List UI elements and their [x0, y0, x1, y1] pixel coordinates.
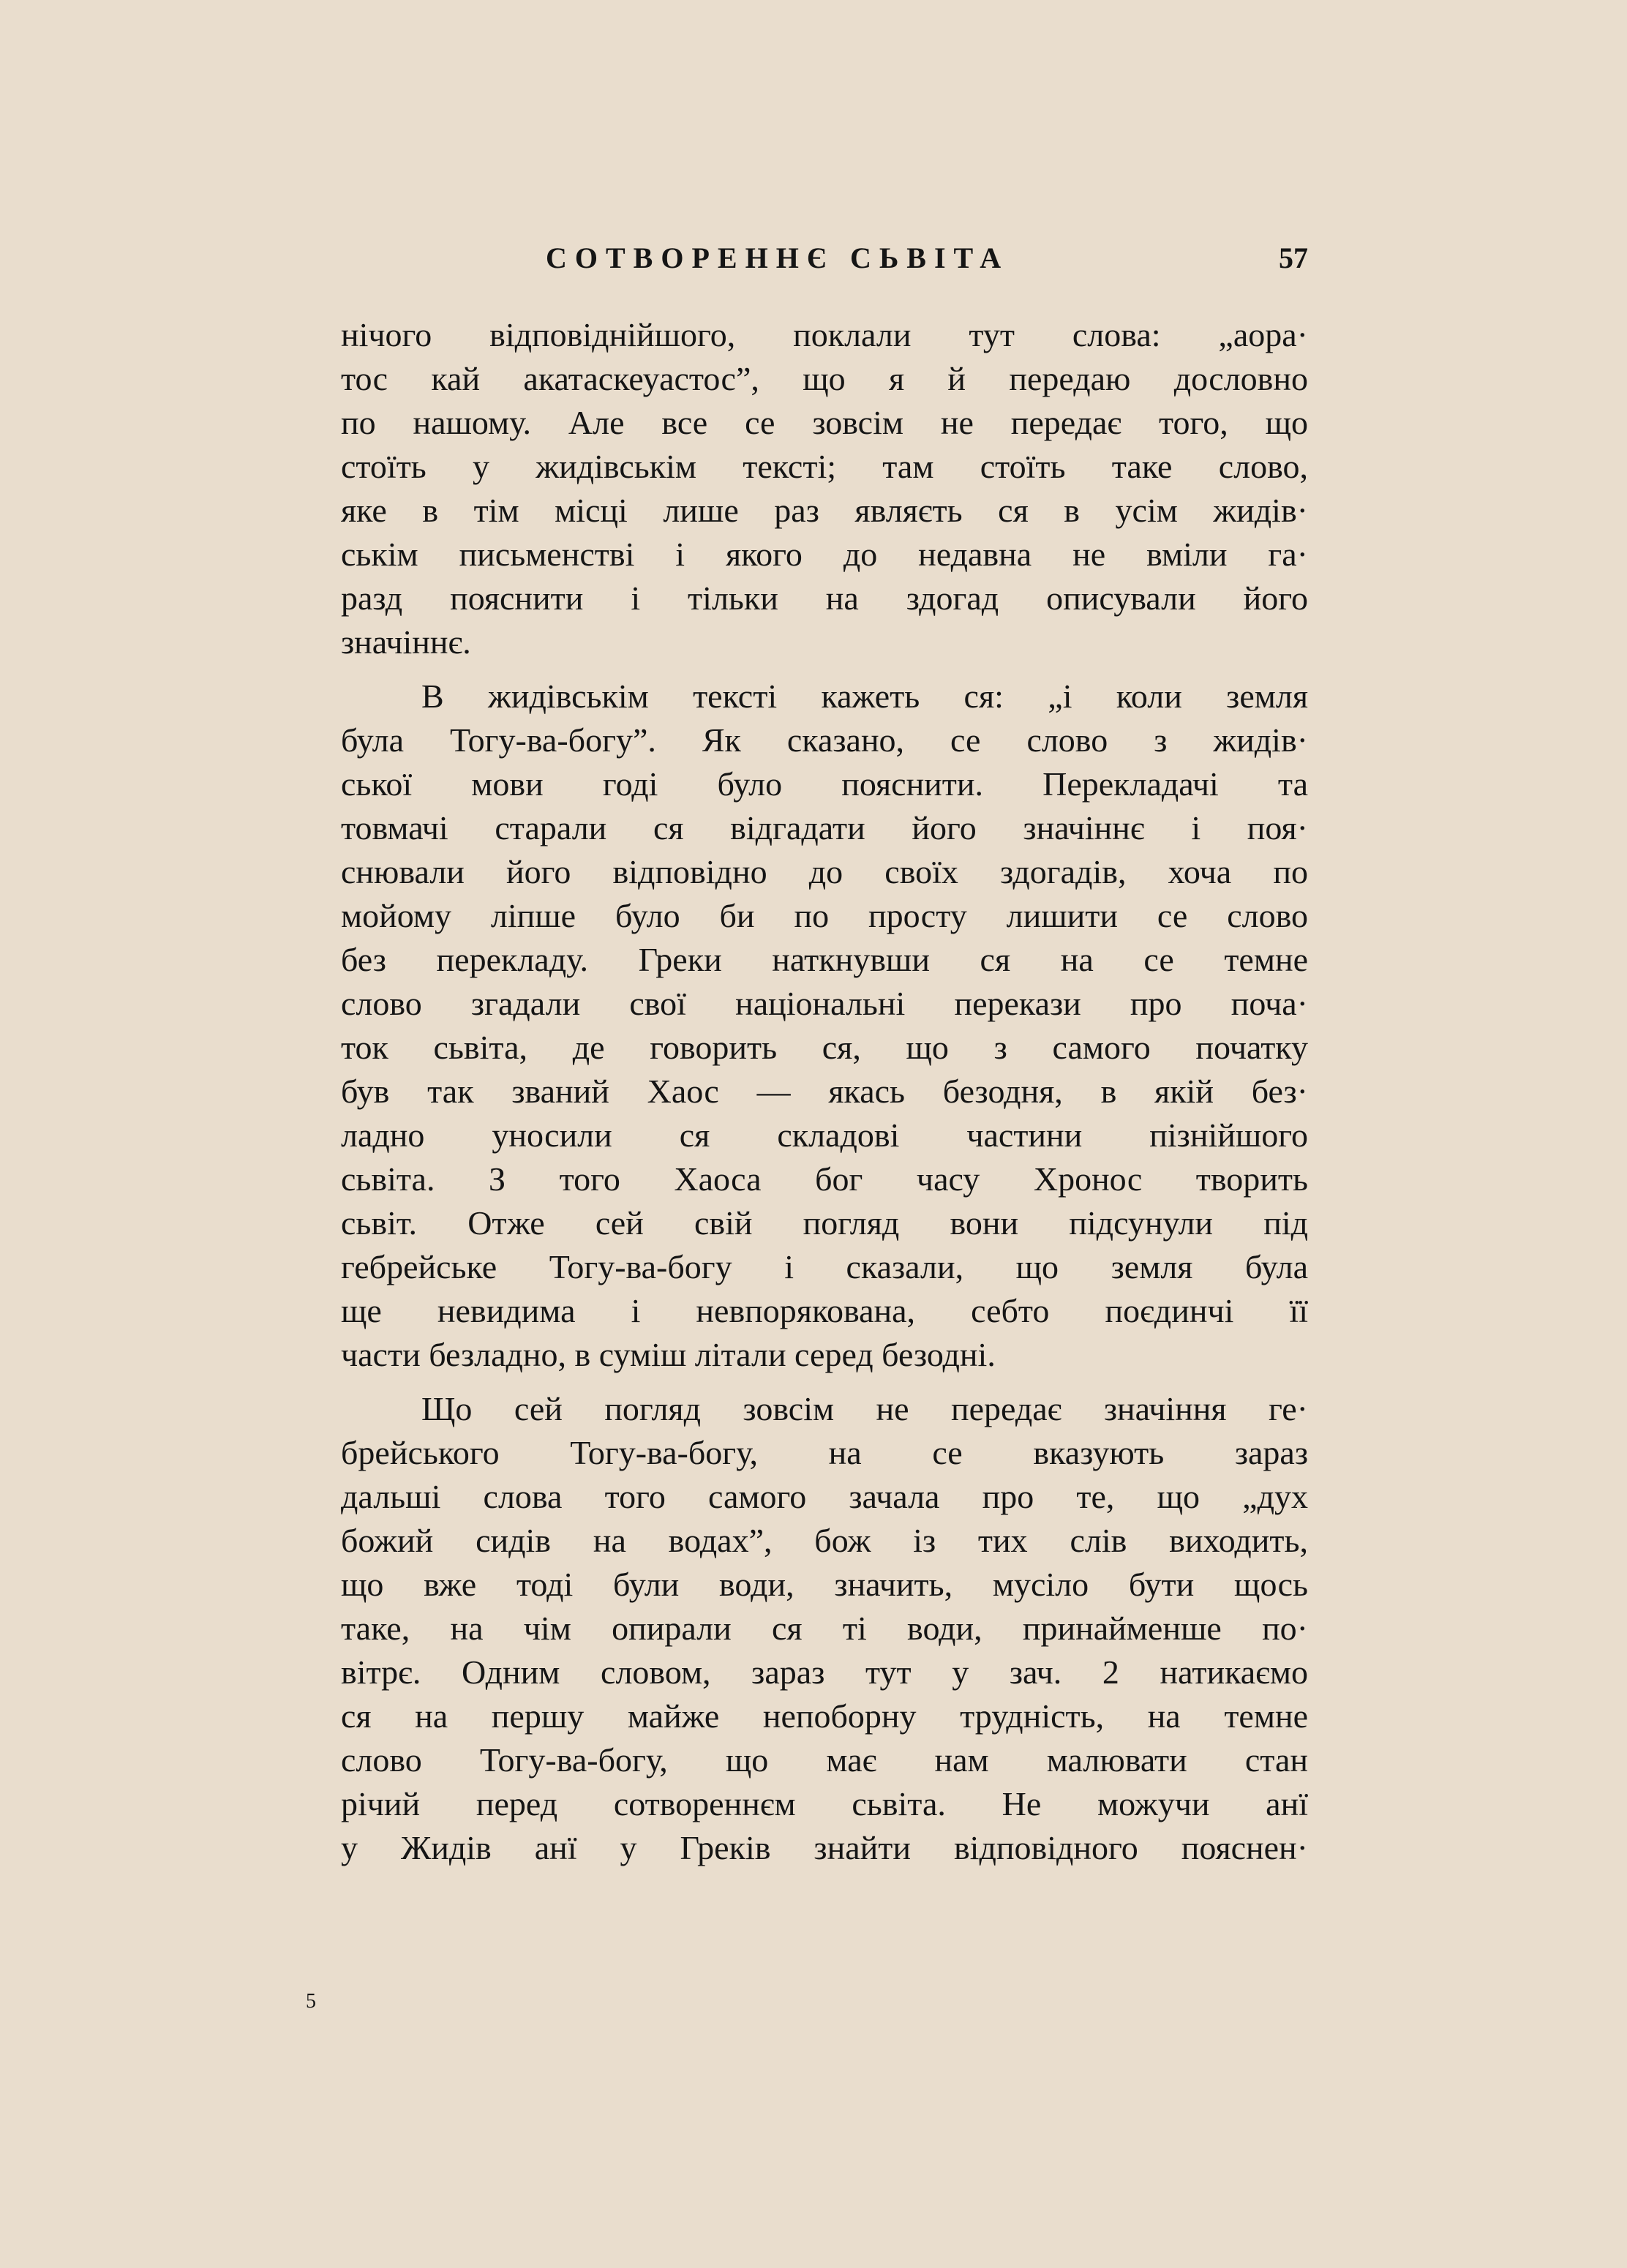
text-line: ток сьвіта, де говорить ся, що з самого початку [341, 1029, 1308, 1066]
text-line: таке, на чім опирали ся ті води, принайменше по· [341, 1610, 1308, 1647]
paragraph [341, 675, 1308, 1377]
body-text [341, 313, 1308, 1870]
text-line: по нашому. Але все се зовсім не передає того, що [341, 404, 1308, 441]
text-line: дальші слова того самого зачала про те, що „дух [341, 1478, 1308, 1515]
text-line: ще невидима і невпорякована, себто поєдинчі її [341, 1292, 1308, 1329]
paragraph [341, 1387, 1308, 1870]
text-line: що вже тоді були води, значить, мусіло бути щось [341, 1566, 1308, 1603]
signature-mark: 5 [306, 1990, 316, 2013]
text-line: був так званий Хаос — якась безодня, в якій без· [341, 1073, 1308, 1110]
text-line: сьвіта. З того Хаоса бог часу Хронос творить [341, 1160, 1308, 1198]
text-line: вітрє. Одним словом, зараз тут у зач. 2 натикаємо [341, 1653, 1308, 1691]
text-line: сьвіт. Отже сей свій погляд вони підсунули під [341, 1204, 1308, 1242]
text-line: без перекладу. Греки наткнувши ся на се темне [341, 941, 1308, 978]
text-line: В жидівськім тексті кажеть ся: „і коли земля [421, 677, 1308, 715]
text-line: снювали його відповідно до своїх здогадів, хоча по [341, 853, 1308, 890]
paragraph [341, 313, 1308, 664]
text-line: ської мови годі було пояснити. Перекладачі та [341, 765, 1308, 803]
text-line: слово згадали свої національні перекази про поча· [341, 985, 1308, 1022]
text-line: брейського Тогу-ва-богу, на се вказують зараз [341, 1434, 1308, 1471]
text-line: ся на першу майже непоборну трудність, на темне [341, 1697, 1308, 1735]
text-line: була Тогу-ва-богу”. Як сказано, се слово з жидів· [341, 721, 1308, 759]
text-line: части безладно, в суміш літали серед безодні. [341, 1336, 996, 1373]
text-line: значіннє. [341, 623, 471, 661]
text-line: нічого відповіднійшого, поклали тут слова: „аора· [341, 316, 1308, 353]
text-line: ладно уносили ся складові частини пізнійшого [341, 1116, 1308, 1154]
text-line: товмачі старали ся відгадати його значіннє і поя· [341, 809, 1308, 846]
text-line: разд пояснити і тільки на здогад описували його [341, 579, 1308, 617]
text-line: Що сей погляд зовсім не передає значіння ге· [421, 1390, 1308, 1427]
page-number: 57 [1279, 241, 1308, 274]
text-line: яке в тім місці лише раз являєть ся в усім жидів· [341, 492, 1308, 529]
text-line: річий перед сотвореннєм сьвіта. Не можучи анї [341, 1785, 1308, 1822]
running-header: СОТВОРЕННЄ СЬВІТА [546, 241, 1010, 274]
text-line: тос кай акатаскеуастос”, що я й передаю дословно [341, 360, 1308, 397]
text-line: ськім письменстві і якого до недавна не вміли га· [341, 536, 1308, 573]
text-line: стоїть у жидівськім тексті; там стоїть таке слово, [341, 448, 1308, 485]
text-line: у Жидів анї у Греків знайти відповідного пояснен· [341, 1829, 1308, 1866]
text-line: божий сидів на водах”, бож із тих слів виходить, [341, 1522, 1308, 1559]
text-line: гебрейське Тогу-ва-богу і сказали, що земля була [341, 1248, 1308, 1285]
text-line: слово Тогу-ва-богу, що має нам малювати стан [341, 1741, 1308, 1779]
text-line: мойому ліпше було би по просту лишити се слово [341, 897, 1308, 934]
